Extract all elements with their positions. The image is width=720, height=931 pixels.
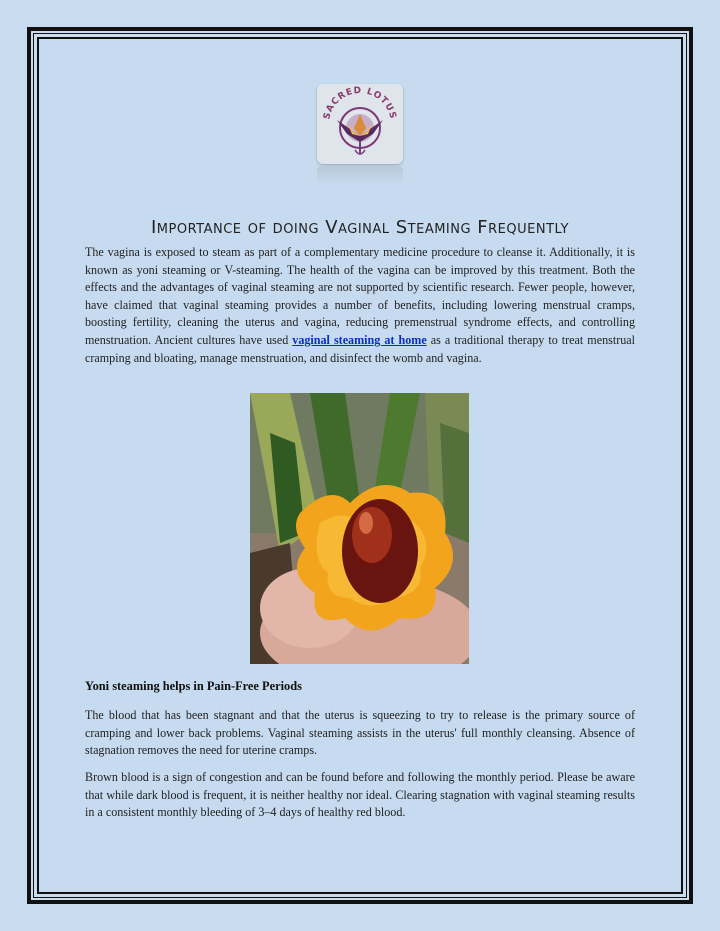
- intro-text-start: The vagina is exposed to steam as part of a complementary medicine procedure to cleanse it. Additionally, it is known as yoni steaming or V-steaming. The health of the vagina can be improved by this treatment. Both the effects and the advantages of vaginal steaming are not supported by scientific research. Fewer people, however, have claimed that vaginal steaming provides a number of benefits, including lowering menstrual cramps, boosting fertility, cleaning the uterus and vagina, reducing premenstrual syndrome effects, and controlling menstruation. Ancient cultures have used: [85, 245, 635, 347]
- intro-paragraph: [85, 244, 635, 367]
- brand-logo: [317, 84, 403, 184]
- paragraph-stagnation: The blood that has been stagnant and that the uterus is squeezing to try to release is the primary source of cramping and lower back problems. Vaginal steaming assists in the uterus' full monthly cleansing. Absence of stagnation removes the need for uterine cramps.: [85, 708, 635, 758]
- vaginal-steaming-link[interactable]: vaginal steaming at home: [292, 332, 427, 347]
- section-subheading: Yoni steaming helps in Pain-Free Periods: [85, 679, 302, 693]
- logo-reflection: [317, 166, 403, 184]
- lotus-logo-icon: [317, 84, 403, 164]
- logo-card: [317, 84, 403, 164]
- intro-text-end: as a traditional therapy to treat menstrual cramping and bloating, manage menstruation, and disinfect the womb and vagina.: [85, 332, 635, 365]
- yoni-egg-photo: [250, 393, 469, 664]
- paragraph-brown-blood: Brown blood is a sign of congestion and can be found before and following the monthly period. Please be aware that while dark blood is frequent, it is neither healthy nor ideal. Clearing stagnation with vaginal steaming results in a consistent monthly bleeding of 3–4 days of healthy red blood.: [85, 770, 635, 820]
- flower-egg-image: [250, 393, 469, 664]
- logo-text: SACRED LOTUS: [322, 85, 398, 121]
- article-title: Importance of doing Vaginal Steaming Frequently: [151, 217, 569, 239]
